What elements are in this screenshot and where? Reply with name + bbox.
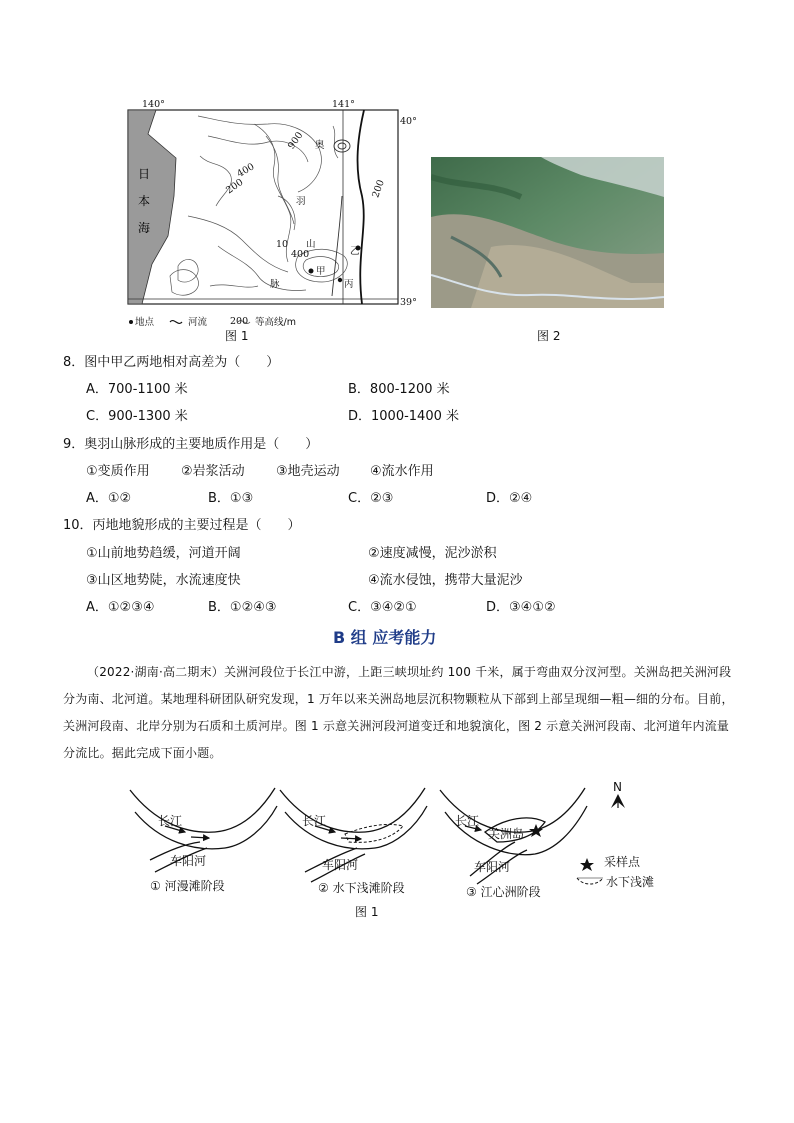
trib-label-stage2: 车阳河 <box>322 858 359 872</box>
contour-label-900: 900 <box>285 130 306 152</box>
q10-item-1: ①山前地势趋缓，河道开阔 <box>86 546 241 561</box>
q10-option-a: A．①②③④ <box>86 600 155 615</box>
q10-item-3: ③山区地势陡，水流速度快 <box>86 573 241 588</box>
figure3-caption: 图 1 <box>355 905 379 919</box>
point-bing-label: 丙 <box>344 279 354 290</box>
trib-label-stage3: 车阳河 <box>474 860 511 874</box>
q8-option-c: C．900-1300 米 <box>86 409 188 424</box>
stage2-label: ② 水下浅滩阶段 <box>318 881 405 895</box>
figure2-satellite-image <box>431 157 664 308</box>
point-yi-label: 乙 <box>350 246 360 257</box>
sea-label-3: 海 <box>138 221 151 235</box>
contour-label-400a: 400 <box>235 161 257 180</box>
legend-contour-value: 200 <box>230 316 249 327</box>
mountain-label-1: 奥 <box>315 140 325 151</box>
q9-option-b: B．①③ <box>208 491 254 506</box>
lon-label-141: 141° <box>332 99 355 110</box>
mountain-label-2: 羽 <box>296 196 306 207</box>
section-b-heading: B 组 应考能力 <box>333 628 437 647</box>
lon-label-140: 140° <box>142 99 165 110</box>
legend-shoal-label: 水下浅滩 <box>606 875 655 889</box>
question-10-stem: 10．丙地地貌形成的主要过程是（ ） <box>63 518 301 533</box>
lat-label-39: 39° <box>400 297 417 308</box>
contour-label-10: 10 <box>276 239 289 250</box>
q9-item-1: ①变质作用 <box>86 464 150 479</box>
mountain-label-3: 山 <box>306 239 316 250</box>
figure1-map <box>118 96 408 332</box>
q10-item-4: ④流水侵蚀，携带大量泥沙 <box>368 573 523 588</box>
satellite-graphic <box>431 157 664 308</box>
q8-option-d: D．1000-1400 米 <box>348 409 460 424</box>
question-9-stem: 9．奥羽山脉形成的主要地质作用是（ ） <box>63 437 319 452</box>
sea-label-2: 本 <box>138 194 151 208</box>
legend-point-label: 地点 <box>135 317 155 328</box>
contour-map-graphic <box>118 96 408 332</box>
q10-option-b: B．①②④③ <box>208 600 277 615</box>
q9-item-4: ④流水作用 <box>370 464 434 479</box>
contour-label-400b: 400 <box>291 249 310 260</box>
legend-contour-label: 等高线/m <box>255 317 296 328</box>
figure2-caption: 图 2 <box>537 329 561 343</box>
river-label-stage1: 长江 <box>158 814 183 828</box>
question-8-stem: 8．图中甲乙两地相对高差为（ ） <box>63 355 280 370</box>
island-label: 关洲岛 <box>488 827 525 841</box>
figure1-caption: 图 1 <box>225 329 249 343</box>
q10-item-2: ②速度减慢，泥沙淤积 <box>368 546 497 561</box>
q8-option-a: A．700-1100 米 <box>86 382 188 397</box>
q9-item-3: ③地壳运动 <box>276 464 340 479</box>
sea-label-1: 日 <box>138 167 151 181</box>
legend-sample-label: 采样点 <box>604 855 641 869</box>
mountain-label-4: 脉 <box>270 279 280 290</box>
section-b-paragraph: （2022·湖南·高二期末）关洲河段位于长江中游，上距三峡坝址约 100 千米，属于弯曲双分汊河型。关洲岛把关洲河段分为南、北河道。某地理科研团队研究发现，1 万年以来关洲岛地层沉积物颗粒从下部到上部呈现细—粗—细的分布。目前，关洲河段南、北岸分别为石质和土质河岸。图 1 示意关洲河段河道变迁和地貌演化，图 2 示意关洲河段南、北河道年内流量分流比。据此完成下面小题。 <box>63 665 734 760</box>
contour-label-200a: 200 <box>224 176 246 197</box>
q9-option-d: D．②④ <box>486 491 533 506</box>
river-label-stage2: 长江 <box>302 814 327 828</box>
q9-option-c: C．②③ <box>348 491 394 506</box>
contour-label-200b: 200 <box>370 178 387 200</box>
lat-label-40: 40° <box>400 116 417 127</box>
q10-option-d: D．③④①② <box>486 600 556 615</box>
north-label: N <box>613 780 622 794</box>
stage3-label: ③ 江心洲阶段 <box>466 885 541 899</box>
q9-option-a: A．①② <box>86 491 132 506</box>
point-jia-label: 甲 <box>316 266 326 277</box>
stage1-label: ① 河漫滩阶段 <box>150 879 225 893</box>
q9-item-2: ②岩浆活动 <box>181 464 245 479</box>
q10-option-c: C．③④②① <box>348 600 417 615</box>
q8-option-b: B．800-1200 米 <box>348 382 450 397</box>
trib-label-stage1: 车阳河 <box>170 854 207 868</box>
river-label-stage3: 长江 <box>455 814 480 828</box>
legend-river-label: 河流 <box>188 317 208 328</box>
